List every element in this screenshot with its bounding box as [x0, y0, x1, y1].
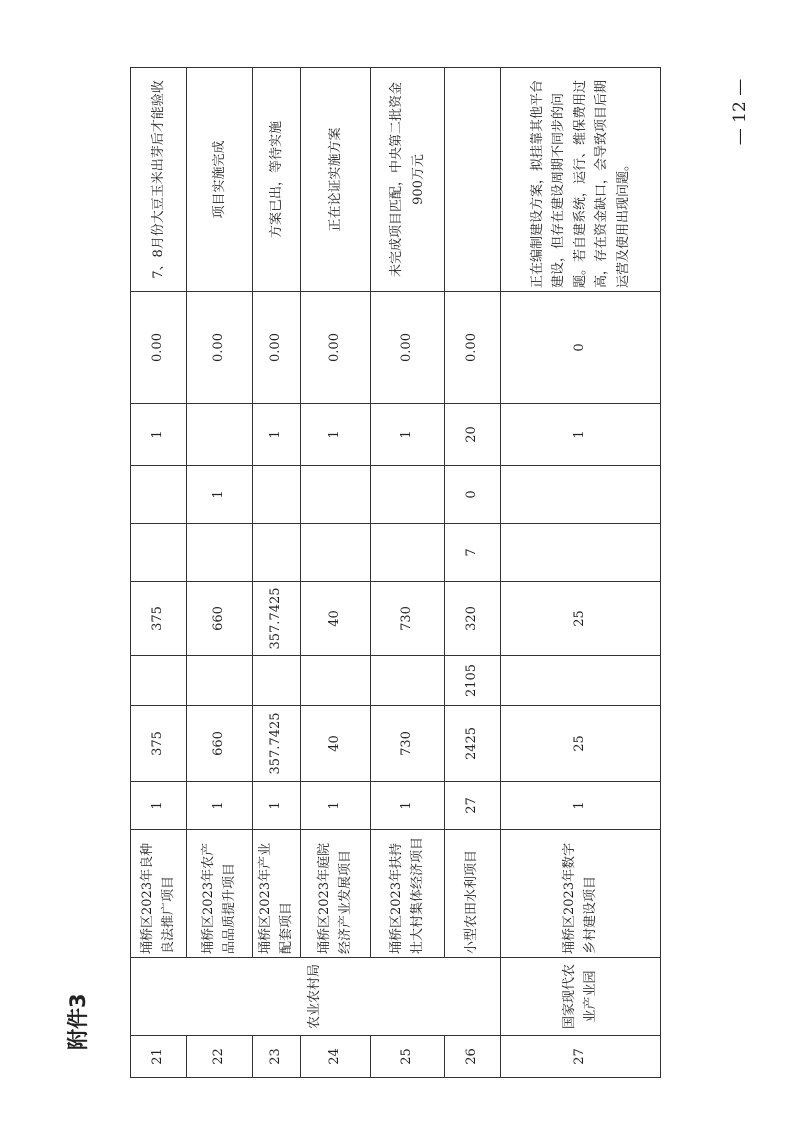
cell-col3: 1 [501, 404, 661, 466]
cell-central [187, 656, 253, 706]
cell-central [501, 656, 661, 706]
cell-no: 27 [501, 1036, 661, 1078]
cell-note: 7、8月份大豆玉米出芽后才能验收 [131, 68, 187, 292]
table-row [301, 68, 371, 1078]
cell-central: 2105 [445, 656, 501, 706]
cell-count: 1 [253, 782, 301, 830]
cell-total: 25 [501, 706, 661, 782]
cell-no: 24 [301, 1036, 371, 1078]
cell-col1 [371, 524, 445, 582]
table-row [445, 68, 501, 1078]
cell-amount: 0.00 [131, 292, 187, 404]
cell-col1 [187, 524, 253, 582]
page-number: — 12 — [730, 78, 750, 146]
cell-count: 1 [187, 782, 253, 830]
cell-no: 23 [253, 1036, 301, 1078]
table-row [501, 68, 661, 1078]
cell-province: 357.7425 [253, 582, 301, 656]
cell-col2: 1 [187, 466, 253, 524]
cell-no: 21 [131, 1036, 187, 1078]
cell-total: 357.7425 [253, 706, 301, 782]
cell-province: 730 [371, 582, 445, 656]
cell-count: 27 [445, 782, 501, 830]
cell-total: 730 [371, 706, 445, 782]
cell-project: 埇桥区2023年良种良法推广项目 [131, 830, 187, 958]
cell-col2 [253, 466, 301, 524]
cell-no: 22 [187, 1036, 253, 1078]
cell-amount: 0.00 [301, 292, 371, 404]
cell-dept: 农业农村局 [131, 958, 501, 1036]
cell-note: 方案已出，等待实施 [253, 68, 301, 292]
cell-col2 [131, 466, 187, 524]
cell-note: 项目实施完成 [187, 68, 253, 292]
cell-col2 [501, 466, 661, 524]
cell-count: 1 [501, 782, 661, 830]
cell-project: 埇桥区2023年产业配套项目 [253, 830, 301, 958]
cell-col3: 1 [301, 404, 371, 466]
cell-count: 1 [301, 782, 371, 830]
cell-no: 25 [371, 1036, 445, 1078]
table-row [371, 68, 445, 1078]
table-row [187, 68, 253, 1078]
cell-col2 [371, 466, 445, 524]
cell-col2 [301, 466, 371, 524]
cell-col1 [501, 524, 661, 582]
table-row [131, 68, 187, 1078]
cell-note: 正在编制建设方案，拟挂靠其他平台建设，但存在建设周期不同步的问题。若自建系统，运行、维保费用过高，存在资金缺口，会导致项目后期运营及使用出现问题。 [501, 68, 661, 292]
cell-col3: 1 [253, 404, 301, 466]
cell-note [445, 68, 501, 292]
cell-note: 正在论证实施方案 [301, 68, 371, 292]
project-table [130, 67, 661, 1078]
cell-project: 埇桥区2023年庭院经济产业发展项目 [301, 830, 371, 958]
cell-col3: 1 [371, 404, 445, 466]
cell-central [301, 656, 371, 706]
cell-amount: 0.00 [371, 292, 445, 404]
cell-province: 320 [445, 582, 501, 656]
table-row [253, 68, 301, 1078]
cell-col1 [131, 524, 187, 582]
cell-project: 埇桥区2023年扶持壮大村集体经济项目 [371, 830, 445, 958]
cell-province: 375 [131, 582, 187, 656]
cell-total: 2425 [445, 706, 501, 782]
cell-count: 1 [131, 782, 187, 830]
cell-central [131, 656, 187, 706]
cell-central [371, 656, 445, 706]
cell-province: 40 [301, 582, 371, 656]
cell-col3: 1 [131, 404, 187, 466]
cell-province: 660 [187, 582, 253, 656]
cell-col3 [187, 404, 253, 466]
cell-total: 40 [301, 706, 371, 782]
cell-total: 375 [131, 706, 187, 782]
cell-col1: 7 [445, 524, 501, 582]
cell-project: 埇桥区2023年农产品品质提升项目 [187, 830, 253, 958]
cell-dept: 国家现代农业产业园 [501, 958, 661, 1036]
cell-central [253, 656, 301, 706]
cell-no: 26 [445, 1036, 501, 1078]
cell-project: 小型农田水利项目 [445, 830, 501, 958]
cell-amount: 0 [501, 292, 661, 404]
table-wrapper [130, 68, 660, 1078]
cell-amount: 0.00 [253, 292, 301, 404]
cell-province: 25 [501, 582, 661, 656]
cell-col3: 20 [445, 404, 501, 466]
annex-title: 附件3 [66, 993, 90, 1050]
cell-count: 1 [371, 782, 445, 830]
cell-col1 [301, 524, 371, 582]
cell-total: 660 [187, 706, 253, 782]
cell-amount: 0.00 [445, 292, 501, 404]
cell-project: 埇桥区2023年数字乡村建设项目 [501, 830, 661, 958]
cell-col2: 0 [445, 466, 501, 524]
cell-amount: 0.00 [187, 292, 253, 404]
cell-note: 未完成项目匹配，中央第二批资金900万元 [371, 68, 445, 292]
cell-col1 [253, 524, 301, 582]
